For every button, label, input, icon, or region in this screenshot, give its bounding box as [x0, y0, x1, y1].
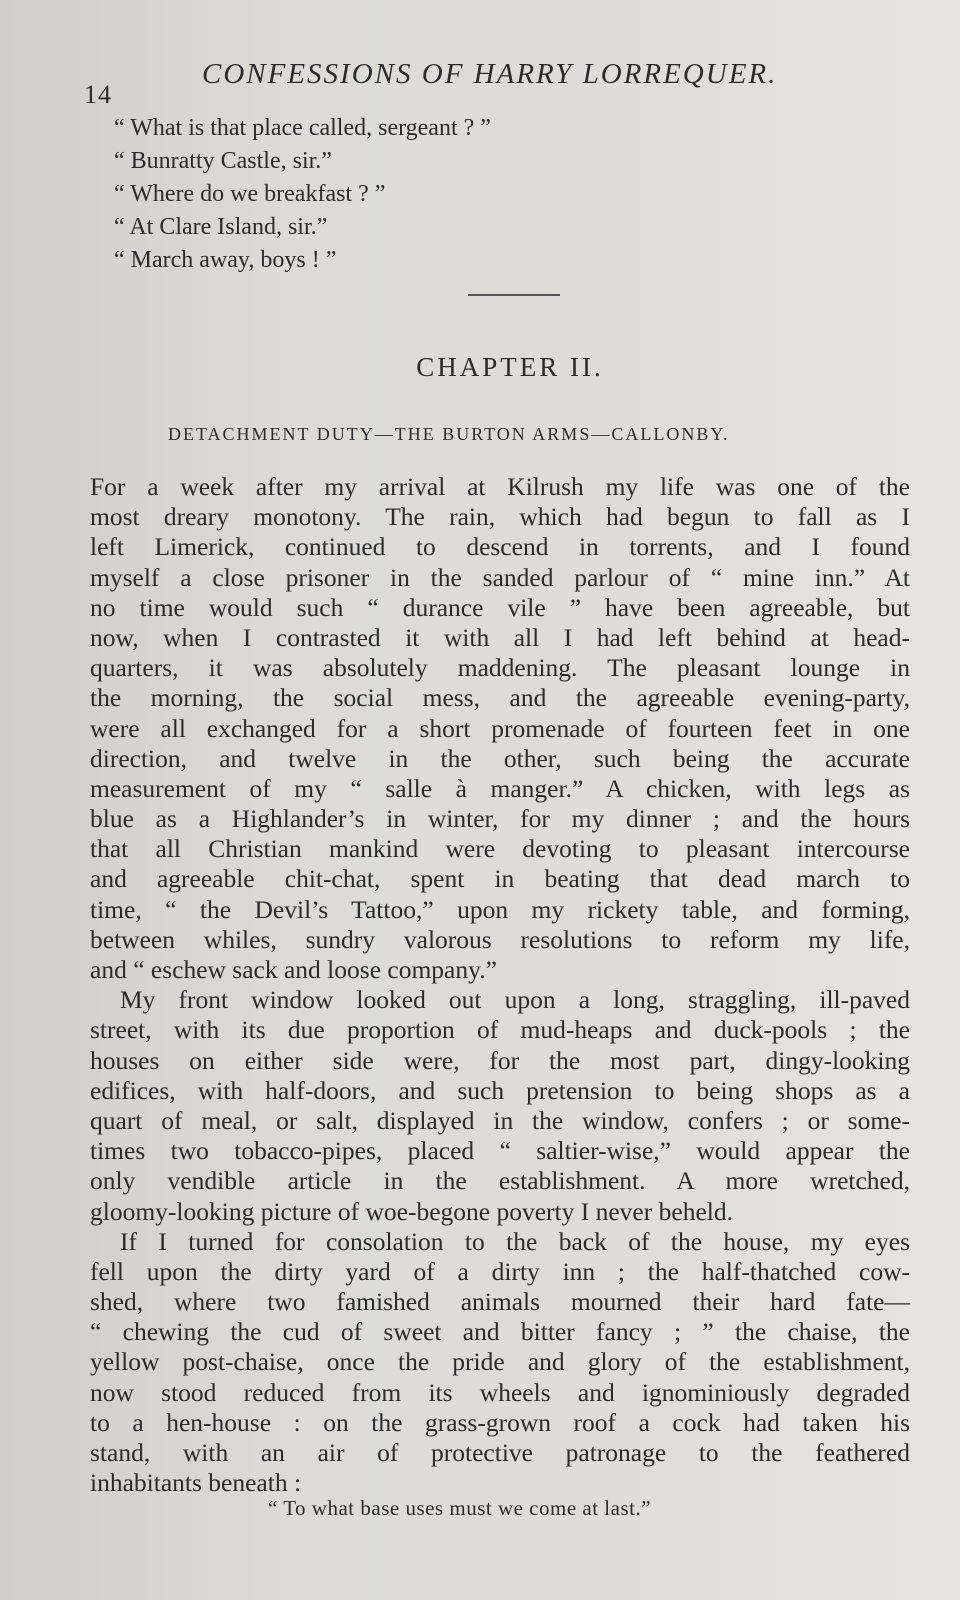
running-title: CONFESSIONS OF HARRY LORREQUER.	[202, 58, 778, 90]
dialogue-line: “ March away, boys ! ”	[114, 247, 337, 273]
text-line: fell upon the dirty yard of a dirty inn ; the half-thatched cow-	[90, 1256, 910, 1286]
text-line: left Limerick, continued to descend in torrents, and I found	[90, 532, 910, 562]
text-line: blue as a Highlander’s in winter, for my dinner ; and the hours	[90, 804, 910, 834]
text-line: direction, and twelve in the other, such being the accurate	[90, 743, 910, 773]
text-line: myself a close prisoner in the sanded parlour of “ mine inn.” At	[90, 562, 910, 592]
text-line: yellow post-chaise, once the pride and glory of the establishment,	[90, 1347, 910, 1377]
text-line: stand, with an air of protective patronage to the feathered	[90, 1438, 910, 1467]
chapter-body	[90, 472, 910, 1498]
dialogue-line: “ What is that place called, sergeant ? ”	[114, 115, 491, 141]
text-line: the morning, the social mess, and the agreeable evening-party,	[90, 683, 910, 713]
text-line: edifices, with half-doors, and such pretension to being shops as a	[90, 1075, 910, 1105]
verse-quotation: “ To what base uses must we come at last.”	[268, 1496, 652, 1520]
text-line: inhabitants beneath :	[90, 1468, 302, 1498]
dialogue-line: “ At Clare Island, sir.”	[114, 214, 328, 240]
text-line: no time would such “ durance vile ” have been agreeable, but	[90, 592, 910, 622]
text-line: measurement of my “ salle à manger.” A chicken, with legs as	[90, 773, 910, 803]
dialogue-block	[114, 112, 491, 277]
text-line: and agreeable chit-chat, spent in beating that dead march to	[90, 864, 910, 894]
text-line: street, with its due proportion of mud-heaps and duck-pools ; the	[90, 1015, 910, 1045]
text-line: and “ eschew sack and loose company.”	[90, 955, 497, 984]
text-line: to a hen-house : on the grass-grown roof a cock had taken his	[90, 1407, 910, 1437]
text-line: “ chewing the cud of sweet and bitter fancy ; ” the chaise, the	[90, 1317, 910, 1347]
chapter-subtitle: DETACHMENT DUTY—THE BURTON ARMS—CALLONBY.	[168, 424, 730, 444]
text-line: For a week after my arrival at Kilrush my life was one of the	[90, 472, 910, 501]
text-line: shed, where two famished animals mourned their hard fate—	[90, 1287, 910, 1317]
page-number: 14	[84, 80, 112, 109]
chapter-title: CHAPTER II.	[416, 352, 604, 382]
text-line: now stood reduced from its wheels and ignominiously degraded	[90, 1377, 910, 1407]
text-line: most dreary monotony. The rain, which had begun to fall as I	[90, 502, 910, 532]
page-header	[84, 50, 864, 110]
text-line: gloomy-looking picture of woe-begone poverty I never beheld.	[90, 1196, 733, 1226]
paragraph-3	[90, 1227, 910, 1499]
paragraph-1	[90, 472, 910, 985]
dialogue-line: “ Bunratty Castle, sir.”	[114, 148, 332, 174]
text-line: quart of meal, or salt, displayed in the window, confers ; or some-	[90, 1105, 910, 1135]
text-line: only vendible article in the establishment. A more wretched,	[90, 1166, 910, 1196]
section-divider	[468, 294, 560, 296]
paragraph-2	[90, 985, 910, 1227]
text-line: that all Christian mankind were devoting to pleasant intercourse	[90, 834, 910, 864]
dialogue-line: “ Where do we breakfast ? ”	[114, 181, 386, 207]
text-line: My front window looked out upon a long, straggling, ill-paved	[120, 985, 910, 1015]
text-line: were all exchanged for a short promenade of fourteen feet in one	[90, 713, 910, 743]
text-line: between whiles, sundry valorous resolutions to reform my life,	[90, 924, 910, 954]
text-line: time, “ the Devil’s Tattoo,” upon my rickety table, and forming,	[90, 894, 910, 924]
text-line: now, when I contrasted it with all I had left behind at head-	[90, 622, 910, 652]
text-line: If I turned for consolation to the back of the house, my eyes	[120, 1226, 910, 1256]
text-line: houses on either side were, for the most part, dingy-looking	[90, 1045, 910, 1075]
text-line: times two tobacco-pipes, placed “ saltier-wise,” would appear the	[90, 1136, 910, 1166]
text-line: quarters, it was absolutely maddening. The pleasant lounge in	[90, 653, 910, 683]
